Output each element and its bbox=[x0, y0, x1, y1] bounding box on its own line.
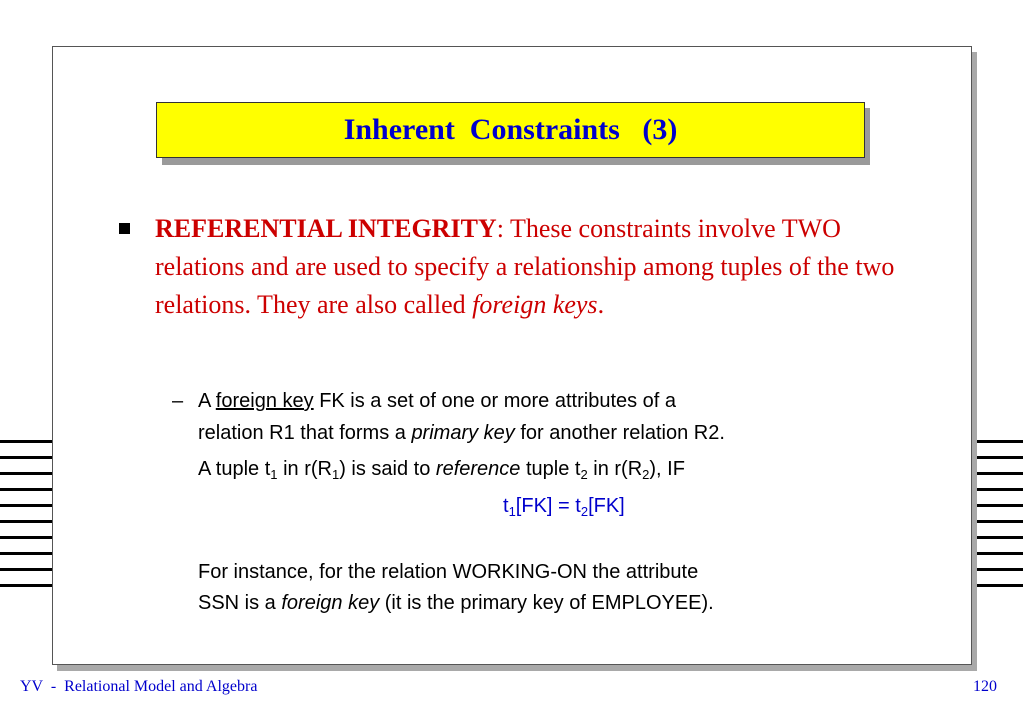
sub-line-1 bbox=[198, 390, 676, 413]
footer-page-number: 120 bbox=[973, 678, 997, 695]
sub-line-2 bbox=[198, 422, 725, 445]
sub-line-2-b: for another relation R2. bbox=[514, 422, 725, 444]
l3-p2: in r(R bbox=[277, 458, 332, 480]
bullet-term: REFERENTIAL INTEGRITY bbox=[155, 214, 497, 243]
sub-line-5: For instance, for the relation WORKING-ON the attribute bbox=[198, 561, 699, 583]
l3-p3: ) is said to bbox=[339, 458, 436, 480]
formula-line bbox=[503, 495, 625, 518]
main-bullet-text bbox=[155, 210, 895, 324]
fs2: 2 bbox=[580, 504, 589, 519]
l3-p4: tuple t bbox=[520, 458, 581, 480]
slide-title: Inherent Constraints (3) bbox=[343, 113, 678, 146]
bullet-italic: foreign keys bbox=[472, 290, 598, 319]
fs1: 1 bbox=[508, 504, 516, 519]
sub-bullet-dash: – bbox=[172, 390, 184, 412]
l3-s3: 2 bbox=[580, 467, 588, 482]
bullet-end: . bbox=[597, 290, 605, 319]
title-box bbox=[156, 102, 865, 158]
f3: [FK] bbox=[588, 495, 625, 517]
decorative-stripes-right bbox=[971, 440, 1023, 600]
sub-line-2-a: relation R1 that forms a bbox=[198, 422, 412, 444]
primary-key-italic: primary key bbox=[411, 422, 515, 444]
footer-course-label: YV - Relational Model and Algebra bbox=[20, 678, 258, 695]
foreign-key-italic: foreign key bbox=[281, 592, 380, 614]
reference-italic: reference bbox=[435, 458, 521, 480]
bullet-square-icon bbox=[119, 223, 130, 234]
l3-p5: in r(R bbox=[587, 458, 643, 480]
l3-s2: 1 bbox=[331, 467, 340, 482]
bullet-body: These constraints involve TWO relations and are used to specify a relationship among tuples of the two relations. They are also called bbox=[155, 214, 895, 319]
sub-line-1-a: A bbox=[198, 390, 216, 412]
l3-p6: ), IF bbox=[649, 458, 685, 480]
sub-line-6-b: (it is the primary key of EMPLOYEE). bbox=[379, 592, 714, 614]
bullet-colon: : bbox=[496, 214, 504, 243]
decorative-stripes-left bbox=[0, 440, 52, 600]
sub-line-3 bbox=[198, 458, 685, 481]
l3-p1: A tuple t bbox=[198, 458, 271, 480]
l3-s1: 1 bbox=[270, 467, 278, 482]
l3-s4: 2 bbox=[642, 467, 650, 482]
f1: t bbox=[503, 495, 509, 517]
sub-line-6-a: SSN is a bbox=[198, 592, 282, 614]
f2: [FK] = t bbox=[515, 495, 581, 517]
sub-line-6 bbox=[198, 592, 714, 615]
foreign-key-underlined: foreign key bbox=[215, 390, 314, 412]
sub-line-1-b: FK is a set of one or more attributes of a bbox=[313, 390, 677, 412]
